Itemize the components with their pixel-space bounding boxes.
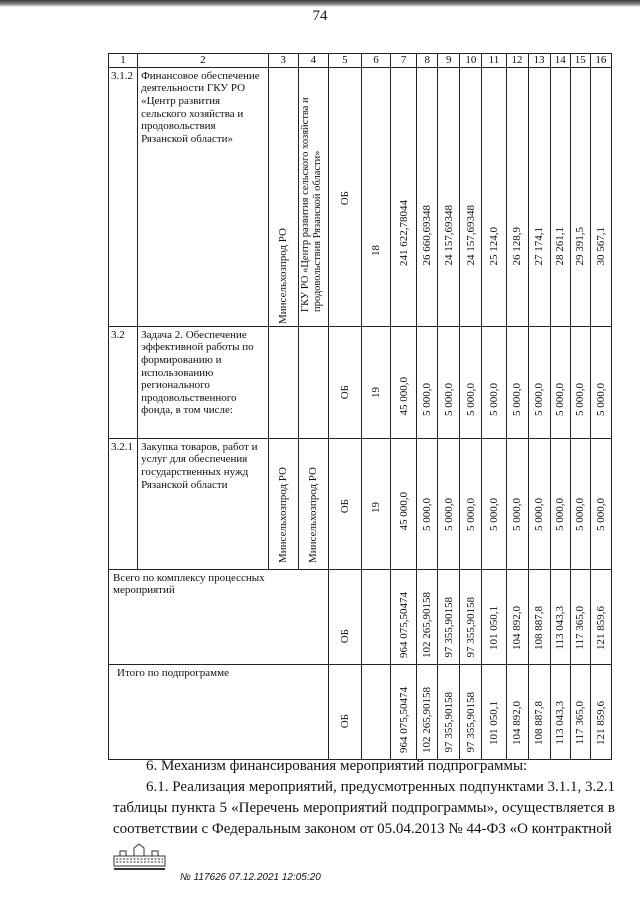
executor: [268, 326, 298, 438]
value-cell: 5 000,0: [511, 382, 524, 416]
col-header: 5: [328, 54, 361, 68]
table-row: [109, 67, 612, 326]
value-cell: 964 075,50474: [397, 591, 410, 658]
target-indicator: 18: [370, 244, 383, 256]
value-cell: 5 000,0: [442, 382, 455, 416]
row-number: 3.1.2: [109, 67, 138, 326]
value-cell: 97 355,90158: [464, 597, 477, 658]
value-cell: 108 887,8: [533, 605, 546, 650]
value-cell: 5 000,0: [487, 497, 500, 531]
col-header: 14: [550, 54, 570, 68]
value-cell: 117 365,0: [574, 701, 587, 745]
table-row: [109, 438, 612, 569]
executor: Минсельхозпрод РО: [277, 466, 290, 563]
col-header: 10: [460, 54, 482, 68]
value-cell: 104 892,0: [511, 700, 524, 745]
value-cell: 101 050,1: [487, 700, 500, 745]
budget-source: ОБ: [338, 629, 351, 644]
value-cell: 104 892,0: [511, 605, 524, 650]
value-cell: 241 622,78044: [397, 199, 410, 266]
header-row: [109, 54, 612, 68]
col-header: 2: [138, 54, 269, 68]
budget-source: ОБ: [338, 499, 351, 514]
recipient: Минсельхозпрод РО: [307, 466, 320, 563]
value-cell: 5 000,0: [464, 382, 477, 416]
total-label: Всего по комплексу процессных мероприятий: [109, 569, 329, 664]
building-logo-icon: [112, 842, 167, 872]
value-cell: 5 000,0: [533, 497, 546, 531]
value-cell: 5 000,0: [464, 497, 477, 531]
col-header: 4: [298, 54, 328, 68]
value-cell: 5 000,0: [594, 497, 607, 531]
subprogram-table: [108, 53, 612, 760]
value-cell: 113 043,3: [554, 606, 567, 650]
document-stamp: № 117626 07.12.2021 12:05:20: [180, 872, 321, 883]
value-cell: 5 000,0: [554, 497, 567, 531]
col-header: 6: [361, 54, 390, 68]
page-number: 74: [312, 8, 328, 24]
value-cell: 5 000,0: [421, 497, 434, 531]
value-cell: 26 128,9: [511, 227, 524, 266]
value-cell: 5 000,0: [574, 382, 587, 416]
value-cell: 101 050,1: [487, 605, 500, 650]
executor: Минсельхозпрод РО: [277, 227, 290, 324]
col-header: 13: [528, 54, 550, 68]
value-cell: 108 887,8: [533, 700, 546, 745]
budget-source: ОБ: [338, 714, 351, 729]
value-cell: 24 157,69348: [442, 205, 455, 266]
row-number: 3.2: [109, 326, 138, 438]
total-row: [109, 664, 612, 759]
value-cell: 5 000,0: [574, 497, 587, 531]
col-header: 3: [268, 54, 298, 68]
col-header: 7: [391, 54, 417, 68]
value-cell: 30 567,1: [594, 227, 607, 266]
value-cell: 5 000,0: [442, 497, 455, 531]
value-cell: 5 000,0: [594, 382, 607, 416]
value-cell: 26 660,69348: [421, 205, 434, 266]
value-cell: 29 391,5: [574, 227, 587, 266]
table-row: [109, 326, 612, 438]
body-paragraph: 6.1. Реализация мероприятий, предусмотренных подпунктами 3.1.1, 3.2.1 таблицы пункта 5 «Перечень мероприятий подпрограммы», осуществляется в соответствии с Федеральным законом от 05.04.2013 № 44-ФЗ «О контрактной: [113, 779, 615, 837]
target-indicator: 19: [370, 501, 383, 513]
value-cell: 97 355,90158: [442, 597, 455, 658]
section-heading: 6. Механизм финансирования мероприятий подпрограммы:: [146, 758, 528, 774]
value-cell: 28 261,1: [554, 227, 567, 266]
value-cell: 121 859,6: [594, 605, 607, 650]
budget-source: ОБ: [338, 191, 351, 206]
value-cell: 5 000,0: [421, 382, 434, 416]
value-cell: 964 075,50474: [397, 686, 410, 753]
activity-name: Финансовое обеспечение деятельности ГКУ РО «Центр развития сельского хозяйства и продовольствия Рязанской области»: [138, 67, 269, 326]
total-row: [109, 569, 612, 664]
col-header: 11: [482, 54, 506, 68]
value-cell: 5 000,0: [533, 382, 546, 416]
recipient: ГКУ РО «Центр развития сельского хозяйства и продовольствия Рязанской области»: [300, 96, 324, 312]
value-cell: 102 265,90158: [421, 686, 434, 753]
value-cell: 5 000,0: [487, 382, 500, 416]
activity-name: Закупка товаров, работ и услуг для обеспечения государственных нужд Рязанской области: [138, 438, 269, 569]
budget-source: ОБ: [338, 385, 351, 400]
value-cell: 5 000,0: [511, 497, 524, 531]
target-indicator: 19: [370, 386, 383, 398]
value-cell: 24 157,69348: [464, 205, 477, 266]
value-cell: 102 265,90158: [421, 591, 434, 658]
value-cell: 117 365,0: [574, 606, 587, 650]
value-cell: 27 174,1: [533, 227, 546, 266]
value-cell: 97 355,90158: [442, 692, 455, 753]
col-header: 15: [570, 54, 590, 68]
scan-top-edge: [0, 0, 640, 7]
value-cell: 45 000,0: [397, 492, 410, 531]
value-cell: 45 000,0: [397, 377, 410, 416]
row-number: 3.2.1: [109, 438, 138, 569]
col-header: 1: [109, 54, 138, 68]
value-cell: 113 043,3: [554, 701, 567, 745]
value-cell: 97 355,90158: [464, 692, 477, 753]
activity-name: Задача 2. Обеспечение эффективной работы по формированию и использованию регионального продовольственного фонда, в том числе:: [138, 326, 269, 438]
col-header: 9: [438, 54, 460, 68]
col-header: 16: [590, 54, 611, 68]
value-cell: 5 000,0: [554, 382, 567, 416]
total-label: Итого по подпрограмме: [109, 664, 329, 759]
value-cell: 25 124,0: [487, 227, 500, 266]
col-header: 8: [417, 54, 438, 68]
value-cell: 121 859,6: [594, 700, 607, 745]
col-header: 12: [506, 54, 528, 68]
recipient: [298, 326, 328, 438]
